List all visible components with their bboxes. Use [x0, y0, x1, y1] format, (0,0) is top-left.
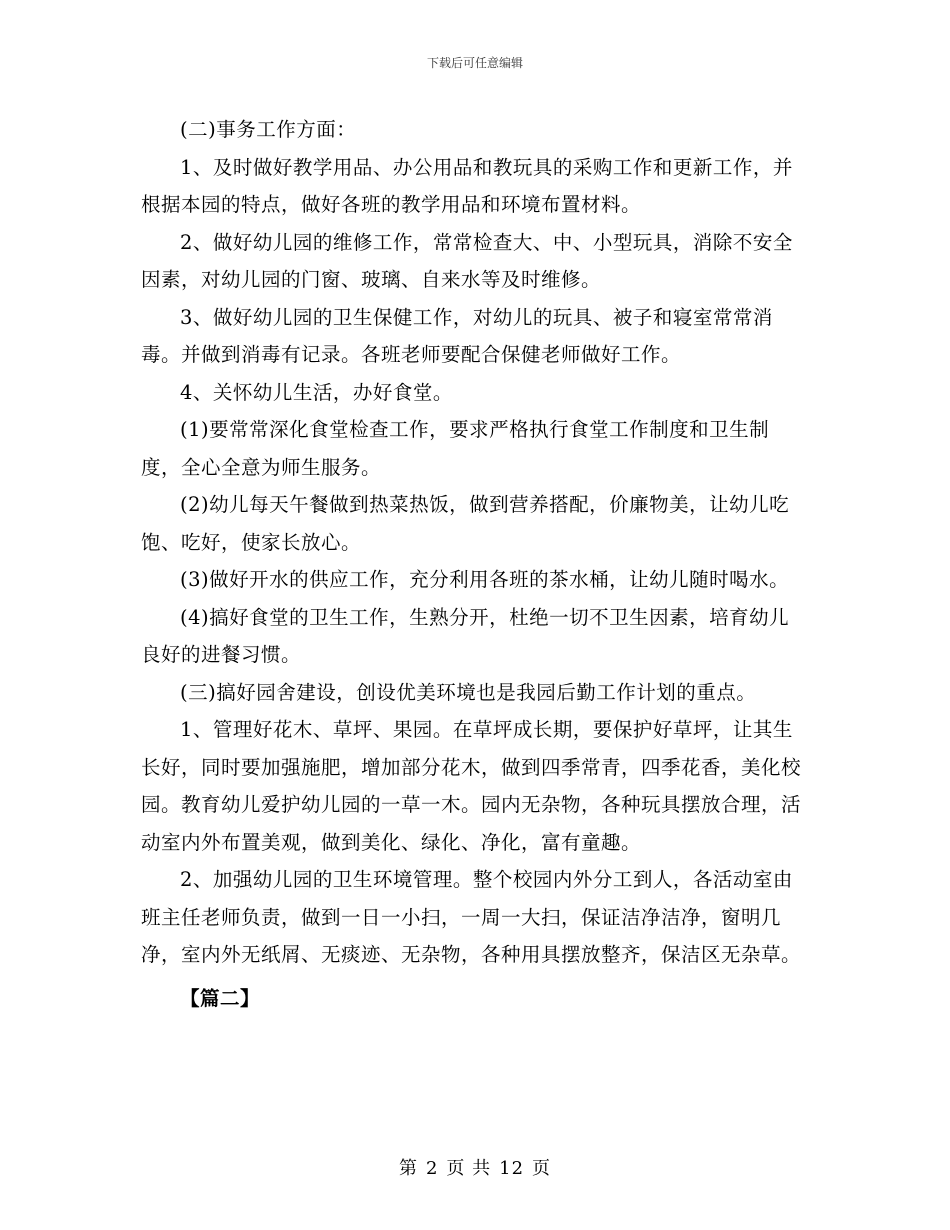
footer-total-pages: 12 [499, 1158, 525, 1179]
paragraph-subitem-4: (4)搞好食堂的卫生工作，生熟分开，杜绝一切不卫生因素，培育幼儿良好的进餐习惯。 [141, 605, 790, 666]
paragraph-section-3-item-2: 2、加强幼儿园的卫生环境管理。整个校园内外分工到人，各活动室由班主任老师负责，做到一日一小扫，一周一大扫，保证洁净洁净，窗明几净，室内外无纸屑、无痰迹、无杂物，各种用具摆放整齐，保洁区无杂草。 [141, 868, 802, 966]
paragraph-item-1: 1、及时做好教学用品、办公用品和教玩具的采购工作和更新工作，并根据本园的特点，做好各班的教学用品和环境布置材料。 [141, 155, 793, 216]
document-body [141, 111, 809, 1017]
footer-label-pre: 第 [398, 1158, 418, 1179]
paragraph-subitem-3: (3)做好开水的供应工作，充分利用各班的茶水桶，让幼儿随时喝水。 [180, 568, 790, 591]
paragraph-subitem-1: (1)要常常深化食堂检查工作，要求严格执行食堂工作制度和卫生制度，全心全意为师生服务。 [141, 418, 770, 479]
footer-page-number: 2 [425, 1158, 439, 1179]
paragraph-item-2: 2、做好幼儿园的维修工作，常常检查大、中、小型玩具，消除不安全因素，对幼儿园的门窗、玻璃、自来水等及时维修。 [141, 230, 793, 291]
paragraph-item-4: 4、关怀幼儿生活，办好食堂。 [180, 380, 453, 404]
paragraph-section-3-title: (三)搞好园舍建设，创设优美环境也是我园后勤工作计划的重点。 [180, 680, 757, 704]
page-header: 下载后可任意编辑 [426, 56, 523, 70]
footer-label-mid: 页 共 [446, 1158, 492, 1179]
paragraph-section-3-item-1: 1、管理好花木、草坪、果园。在草坪成长期，要保护好草坪，让其生长好，同时要加强施肥，增加部分花木，做到四季常青，四季花香，美化校园。教育幼儿爱护幼儿园的一草一木。园内无杂物，各种玩具摆放合理，活动室内外布置美观，做到美化、绿化、净化，富有童趣。 [141, 718, 802, 854]
paragraph-section-2-title: (二)事务工作方面： [180, 118, 357, 141]
paragraph-item-3: 3、做好幼儿园的卫生保健工作，对幼儿的玩具、被子和寝室常常消毒。并做到消毒有记录。各班老师要配合保健老师做好工作。 [141, 305, 773, 366]
page-footer [0, 1154, 950, 1180]
section-heading: 【篇二】 [180, 986, 261, 1010]
paragraph-subitem-2: (2)幼儿每天午餐做到热菜热饭，做到营养搭配，价廉物美，让幼儿吃饱、吃好，使家长放心。 [141, 493, 790, 554]
footer-label-post: 页 [532, 1158, 552, 1179]
